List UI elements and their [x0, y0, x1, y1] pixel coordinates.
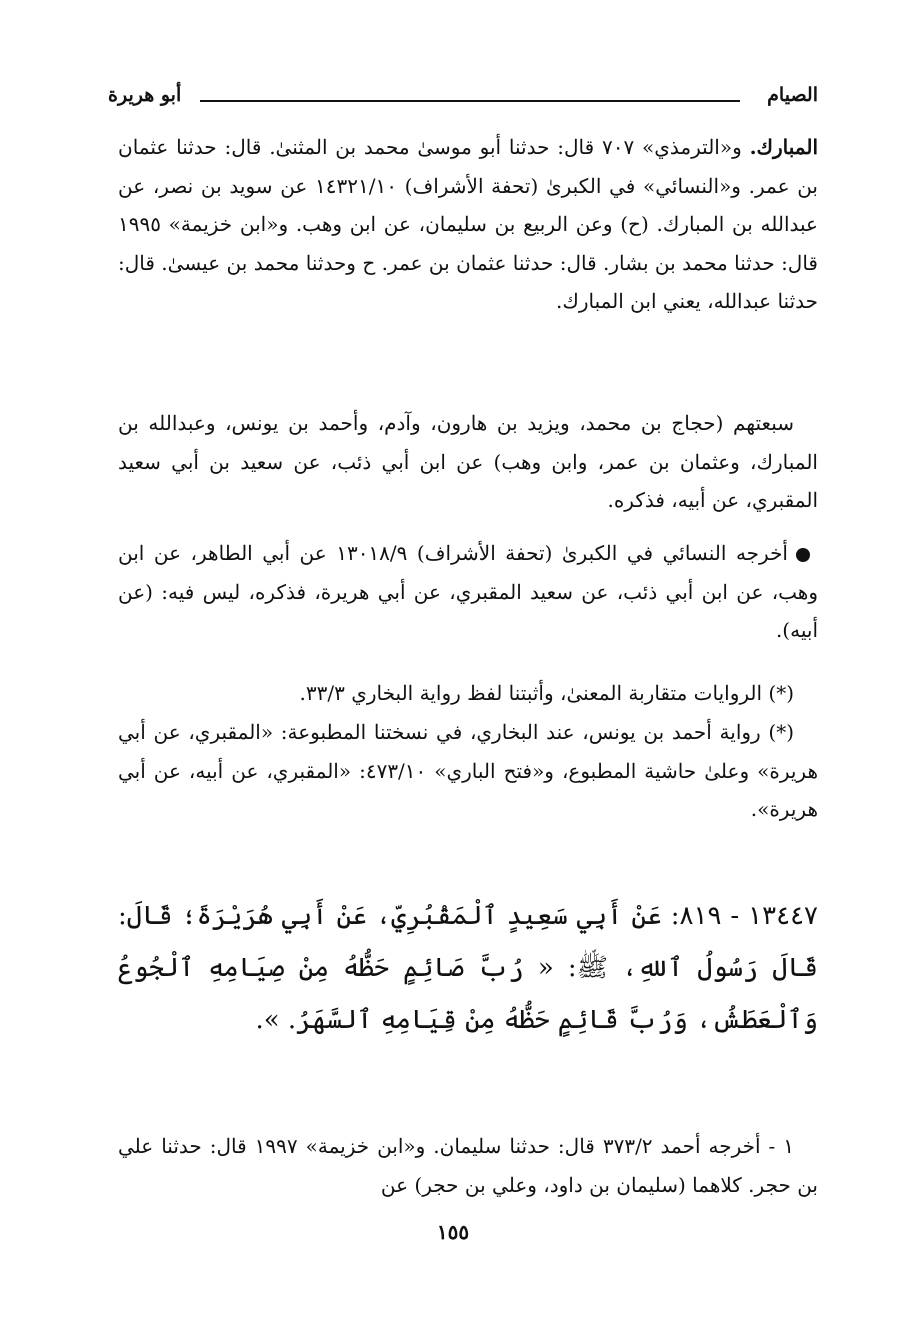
note-text: (*) رواية أحمد بن يونس، عند البخاري، في نسختنا المطبوعة: «المقبري، عن أبي هريرة» وعلىٰ حاشية المطبوع، و«فتح الباري» ٤٧٣/١٠: «المقبري، عن أبيه، عن أبي هريرة». — [118, 720, 818, 821]
paragraph-text: سبعتهم (حجاج بن محمد، ويزيد بن هارون، وآدم، وأحمد بن يونس، وعبدالله بن المبارك، وعثمان بن عمر، وابن وهب) عن ابن أبي ذئب، عن سعيد بن أبي سعيد المقبري، عن أبيه، فذكره. — [118, 411, 818, 512]
paragraph-text: و«الترمذي» ٧٠٧ قال: حدثنا أبو موسىٰ محمد بن المثنىٰ. قال: حدثنا عثمان بن عمر. و«النسائي» في الكبرىٰ (تحفة الأشراف) ١٤٣٢١/١٠ عن سويد بن نصر، عن عبدالله بن المبارك. (ح) وعن الربيع بن سليمان، عن ابن وهب. و«ابن خزيمة» ١٩٩٥ قال: حدثنا محمد بن بشار. قال: حدثنا عثمان بن عمر. ح وحدثنا محمد بن عيسىٰ. قال: حدثنا عبدالله، يعني ابن المبارك. — [118, 135, 818, 313]
paragraph-text: أخرجه النسائي في الكبرىٰ (تحفة الأشراف) ١٣٠١٨/٩ عن أبي الطاهر، عن ابن وهب، عن ابن أبي ذئب، عن سعيد المقبري، عن أبي هريرة، فذكره، ليس فيه: (عن أبيه). — [118, 541, 818, 642]
narrator-title: أبو هريرة — [108, 84, 182, 106]
header-rule — [200, 100, 740, 102]
running-header — [108, 84, 818, 114]
paragraph-lead: المبارك. — [749, 135, 819, 159]
takhrij-paragraph-4 — [118, 1127, 818, 1204]
bullet-icon — [796, 548, 810, 562]
takhrij-paragraph-1 — [118, 128, 818, 321]
takhrij-paragraph-2 — [118, 404, 818, 520]
hadith-text: ١٣٤٤٧ - ٨١٩: عَنْ أَبِي سَعِيدٍ ٱلْمَقْبُرِيِّ، عَنْ أَبِي هُرَيْرَةَ؛ قَالَ: قَالَ رَسُولُ ٱللهِ، ﷺ: « رُبَّ صَائِمٍ حَظُّهُ مِنْ صِيَامِهِ ٱلْجُوعُ وَٱلْعَطَشُ، وَرُبَّ قَائِمٍ حَظُّهُ مِنْ قِيَامِهِ ٱلسَّهَرُ. ». — [118, 901, 818, 1035]
note-text: (*) الروايات متقاربة المعنىٰ، وأثبتنا لفظ رواية البخاري ٣٣/٣. — [299, 681, 794, 705]
note-2 — [118, 713, 818, 829]
paragraph-text: ١ - أخرجه أحمد ٣٧٣/٢ قال: حدثنا سليمان. و«ابن خزيمة» ١٩٩٧ قال: حدثنا علي بن حجر. كلاهما (سليمان بن داود، وعلي بن حجر) عن — [118, 1134, 818, 1197]
chapter-title: الصيام — [767, 84, 818, 106]
note-1 — [118, 674, 818, 713]
page-number: ١٥٥ — [436, 1220, 470, 1244]
takhrij-paragraph-3 — [118, 534, 818, 650]
